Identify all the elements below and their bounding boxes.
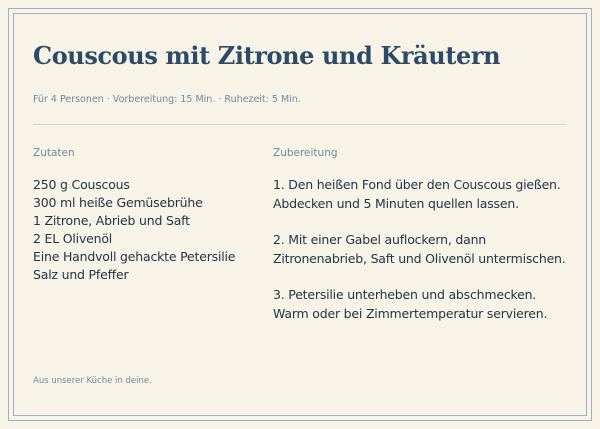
ingredients-list: [33, 176, 235, 284]
steps-heading: Zubereitung: [273, 147, 338, 159]
step-item: 3. Petersilie unterheben und abschmecken. Warm oder bei Zimmertemperatur servieren.: [273, 287, 548, 321]
ingredient-item: Salz und Pfeffer: [33, 267, 129, 282]
divider: [33, 124, 566, 125]
recipe-meta: Für 4 Personen · Vorbereitung: 15 Min. · Ruhezeit: 5 Min.: [33, 94, 301, 105]
step-item: 2. Mit einer Gabel auflockern, dann Zitronenabrieb, Saft und Olivenöl untermischen.: [273, 232, 566, 266]
footer-note: Aus unserer Küche in deine.: [33, 376, 152, 386]
recipe-title: Couscous mit Zitrone und Kräutern: [33, 41, 501, 70]
ingredient-item: Eine Handvoll gehackte Petersilie: [33, 249, 236, 264]
ingredient-item: 1 Zitrone, Abrieb und Saft: [33, 213, 190, 228]
step-item: 1. Den heißen Fond über den Couscous gießen. Abdecken und 5 Minuten quellen lassen.: [273, 177, 561, 211]
ingredient-item: 250 g Couscous: [33, 177, 130, 192]
ingredient-item: 300 ml heiße Gemüsebrühe: [33, 195, 203, 210]
ingredients-heading: Zutaten: [33, 147, 75, 159]
ingredient-item: 2 EL Olivenöl: [33, 231, 113, 246]
steps-list: [273, 176, 573, 341]
